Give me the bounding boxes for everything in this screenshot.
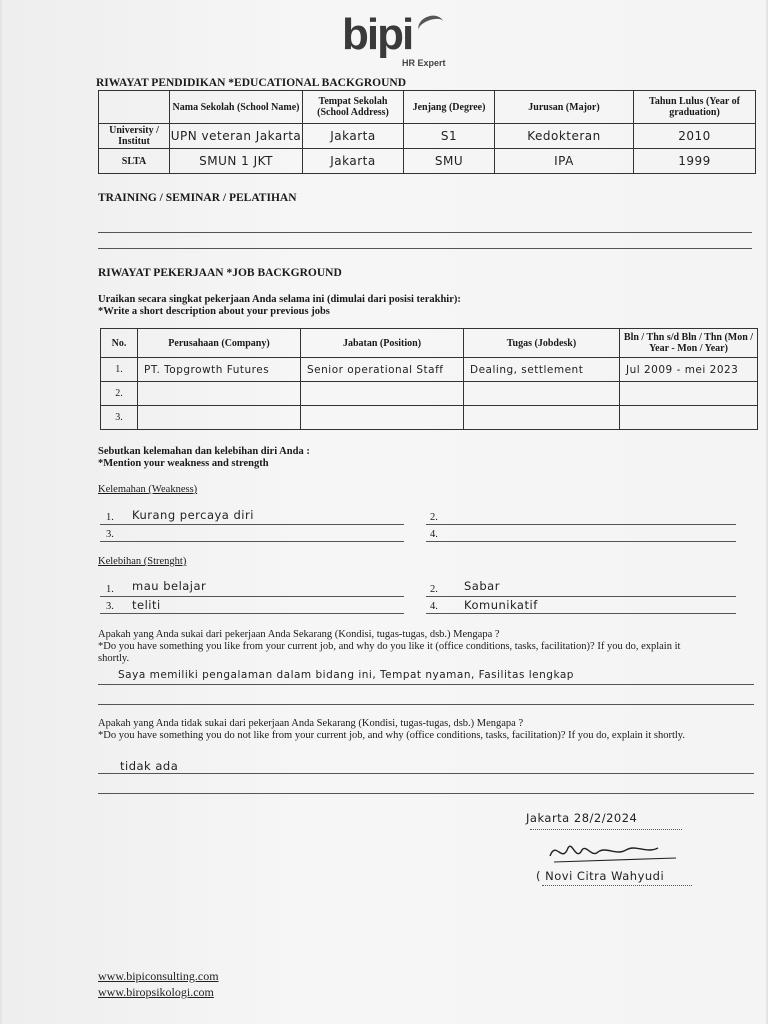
job-no: 1. [101, 358, 138, 382]
logo-swoosh [415, 12, 446, 40]
job-jobdesk[interactable] [464, 382, 620, 406]
dislikes-question-en: *Do you have something you do not like from your current job, and why (office conditions, tasks, facilitation)? If you do, explain it shortly. [98, 730, 686, 741]
job-period[interactable] [620, 382, 758, 406]
logo-word: bipi [342, 10, 413, 59]
strength-line [426, 596, 736, 597]
footer-url-2[interactable]: www.biropsikologi.com [98, 985, 214, 999]
strength-entry[interactable]: teliti [132, 598, 161, 612]
job-company[interactable] [138, 406, 301, 430]
strength-no: 3. [106, 601, 114, 612]
education-header-major: Jurusan (Major) [495, 91, 634, 124]
education-header-row [99, 91, 756, 124]
strength-line [100, 613, 404, 614]
dislikes-question-id: Apakah yang Anda tidak sukai dari pekerjaan Anda Sekarang (Kondisi, tugas-tugas, dsb.) Mengapa ? [98, 718, 524, 729]
education-row-label: SLTA [99, 149, 170, 174]
likes-question-id: Apakah yang Anda sukai dari pekerjaan Anda Sekarang (Kondisi, tugas-tugas, dsb.) Mengapa ? [98, 629, 500, 640]
strength-entry[interactable]: mau belajar [132, 579, 207, 593]
job-row [101, 382, 758, 406]
weakness-line [100, 541, 404, 542]
job-no: 2. [101, 382, 138, 406]
dislikes-line [98, 773, 754, 774]
weakness-line [100, 524, 404, 525]
likes-question-en: *Do you have something you like from your current job, and why do you like it (office conditions, tasks, facilitation)? If you do, explain it shortly. [98, 641, 681, 664]
weakness-no: 4. [430, 529, 438, 540]
strength-entry[interactable]: Komunikatif [464, 598, 538, 612]
training-line[interactable] [98, 232, 752, 233]
education-header-degree: Jenjang (Degree) [404, 91, 495, 124]
likes-answer[interactable]: Saya memiliki pengalaman dalam bidang ini, Tempat nyaman, Fasilitas lengkap [118, 669, 574, 681]
education-school[interactable]: SMUN 1 JKT [170, 149, 303, 174]
place-date-line [530, 829, 682, 830]
strength-no: 2. [430, 584, 438, 595]
job-period[interactable]: Jul 2009 - mei 2023 [620, 358, 758, 382]
education-corner-cell [99, 91, 170, 124]
dislikes-answer[interactable]: tidak ada [120, 759, 179, 773]
job-header-position: Jabatan (Position) [301, 329, 464, 358]
education-header-address: Tempat Sekolah (School Address) [303, 91, 404, 124]
likes-line [98, 684, 754, 685]
weakness-line [426, 524, 736, 525]
job-position[interactable] [301, 382, 464, 406]
job-header-company: Perusahaan (Company) [138, 329, 301, 358]
strength-no: 4. [430, 601, 438, 612]
education-table [98, 90, 756, 174]
education-address[interactable]: Jakarta [303, 149, 404, 174]
education-row [99, 124, 756, 149]
education-row-label: University / Institut [99, 124, 170, 149]
weakness-entry[interactable]: Kurang percaya diri [132, 508, 254, 522]
job-header-jobdesk: Tugas (Jobdesk) [464, 329, 620, 358]
job-company[interactable] [138, 382, 301, 406]
job-instruction-id: Uraikan secara singkat pekerjaan Anda selama ini (dimulai dari posisi terakhir): [98, 294, 461, 305]
education-year[interactable]: 2010 [634, 124, 756, 149]
strength-line [100, 596, 404, 597]
dislikes-line [98, 793, 754, 794]
education-header-year: Tahun Lulus (Year of graduation) [634, 91, 756, 124]
weakness-no: 2. [430, 512, 438, 523]
job-instruction-en: *Write a short description about your previous jobs [98, 306, 330, 317]
job-table [100, 328, 758, 430]
education-school[interactable]: UPN veteran Jakarta [170, 124, 303, 149]
logo-tagline: HR Expert [402, 58, 446, 68]
bipi-logo [330, 10, 450, 72]
weakness-label: Kelemahan (Weakness) [98, 484, 198, 495]
job-header-period: Bln / Thn s/d Bln / Thn (Mon / Year - Mon / Year) [620, 329, 758, 358]
job-row [101, 406, 758, 430]
education-major[interactable]: IPA [495, 149, 634, 174]
education-major[interactable]: Kedokteran [495, 124, 634, 149]
job-row [101, 358, 758, 382]
training-line[interactable] [98, 248, 752, 249]
job-company[interactable]: PT. Topgrowth Futures [138, 358, 301, 382]
strength-no: 1. [106, 584, 114, 595]
signature-mark [546, 836, 686, 868]
strength-line [426, 613, 736, 614]
training-heading: TRAINING / SEMINAR / PELATIHAN [98, 192, 297, 204]
job-heading: RIWAYAT PEKERJAAN *JOB BACKGROUND [98, 267, 342, 279]
education-year[interactable]: 1999 [634, 149, 756, 174]
weakness-no: 3. [106, 529, 114, 540]
education-degree[interactable]: S1 [404, 124, 495, 149]
ws-prompt-en: *Mention your weakness and strength [98, 458, 269, 469]
likes-line [98, 704, 754, 705]
education-heading: RIWAYAT PENDIDIKAN *EDUCATIONAL BACKGROUND [96, 77, 407, 89]
job-jobdesk[interactable]: Dealing, settlement [464, 358, 620, 382]
strength-entry[interactable]: Sabar [464, 579, 500, 593]
job-header-row [101, 329, 758, 358]
weakness-no: 1. [106, 512, 114, 523]
signer-name-line [542, 885, 692, 886]
education-header-school: Nama Sekolah (School Name) [170, 91, 303, 124]
strength-label: Kelebihan (Strenght) [98, 556, 187, 567]
signer-name[interactable]: ( Novi Citra Wahyudi [536, 869, 665, 883]
footer-url-1[interactable]: www.bipiconsulting.com [98, 969, 219, 983]
education-row [99, 149, 756, 174]
form-page [2, 0, 766, 1024]
job-jobdesk[interactable] [464, 406, 620, 430]
place-date[interactable]: Jakarta 28/2/2024 [526, 811, 638, 825]
education-address[interactable]: Jakarta [303, 124, 404, 149]
job-position[interactable] [301, 406, 464, 430]
education-degree[interactable]: SMU [404, 149, 495, 174]
job-header-no: No. [101, 329, 138, 358]
job-no: 3. [101, 406, 138, 430]
job-period[interactable] [620, 406, 758, 430]
job-position[interactable]: Senior operational Staff [301, 358, 464, 382]
weakness-line [426, 541, 736, 542]
ws-prompt-id: Sebutkan kelemahan dan kelebihan diri Anda : [98, 446, 310, 457]
